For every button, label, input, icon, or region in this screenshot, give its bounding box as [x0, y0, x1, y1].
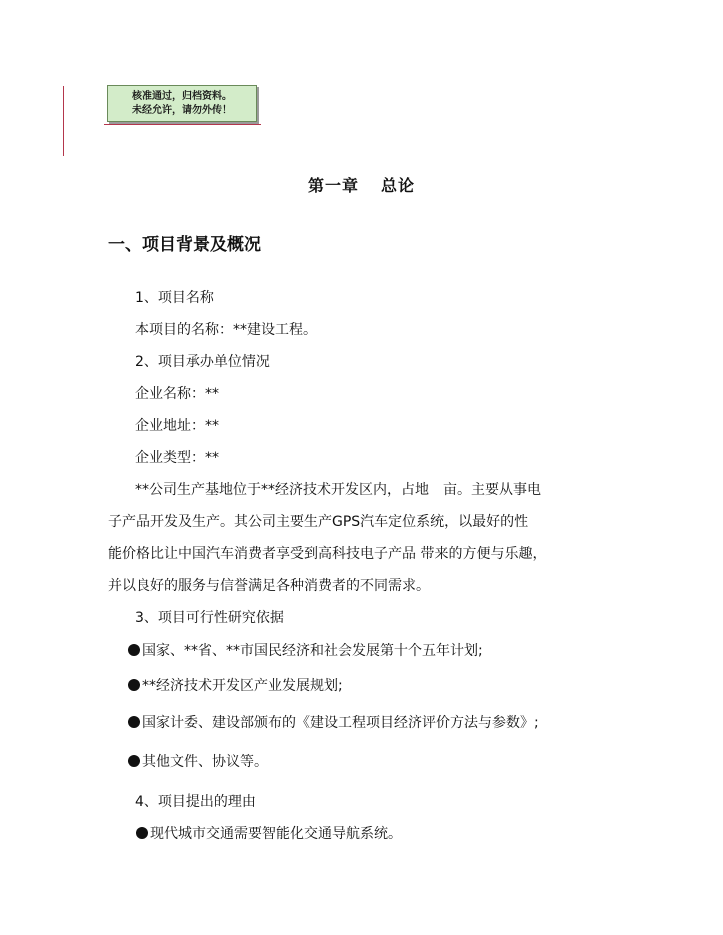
item2-heading: 2、项目承办单位情况 [135, 354, 270, 370]
item1-heading: 1、项目名称 [135, 290, 214, 306]
approval-stamp [107, 85, 257, 122]
bullet-dot-icon [128, 755, 140, 767]
bullet-dot-icon [128, 679, 140, 691]
item3-heading: 3、项目可行性研究依据 [135, 610, 284, 626]
section-heading: 一、项目背景及概况 [108, 235, 261, 255]
paragraph-line-3: 能价格比让中国汽车消费者享受到高科技电子产品 带来的方便与乐趣， [108, 546, 547, 562]
company-name: 企业名称：** [135, 386, 219, 402]
basis-text: **经济技术开发区产业发展规划; [142, 678, 343, 694]
company-address: 企业地址：** [135, 418, 219, 434]
chapter-name: 总论 [381, 176, 416, 195]
basis-text: 国家计委、建设部颁布的《建设工程项目经济评价方法与参数》; [142, 715, 539, 731]
basis-item [128, 676, 343, 696]
stamp-line-1: 核准通过，归档资料。 [132, 91, 232, 102]
paragraph-line-1: **公司生产基地位于**经济技术开发区内，占地 亩。主要从事电 [135, 482, 541, 498]
paragraph-line-4: 并以良好的服务与信誉满足各种消费者的不同需求。 [108, 578, 430, 594]
bullet-dot-icon [136, 827, 148, 839]
basis-item [128, 713, 539, 733]
stamp-underline [104, 124, 261, 125]
chapter-number: 第一章 [307, 176, 359, 195]
basis-item [128, 641, 483, 661]
basis-text: 国家、**省、**市国民经济和社会发展第十个五年计划; [142, 643, 483, 659]
stamp-line-2: 未经允许，请勿外传！ [132, 105, 232, 116]
bullet-dot-icon [128, 716, 140, 728]
item4-heading: 4、项目提出的理由 [135, 794, 256, 810]
reason-item [136, 824, 402, 844]
item1-text: 本项目的名称：**建设工程。 [135, 322, 317, 338]
paragraph-line-2: 子产品开发及生产。其公司主要生产GPS汽车定位系统，以最好的性 [108, 514, 529, 530]
bullet-dot-icon [128, 644, 140, 656]
basis-text: 其他文件、协议等。 [142, 754, 268, 770]
basis-item [128, 752, 268, 772]
chapter-title [0, 173, 723, 196]
margin-line [63, 86, 64, 156]
reason-text: 现代城市交通需要智能化交通导航系统。 [150, 826, 402, 842]
company-type: 企业类型：** [135, 450, 219, 466]
